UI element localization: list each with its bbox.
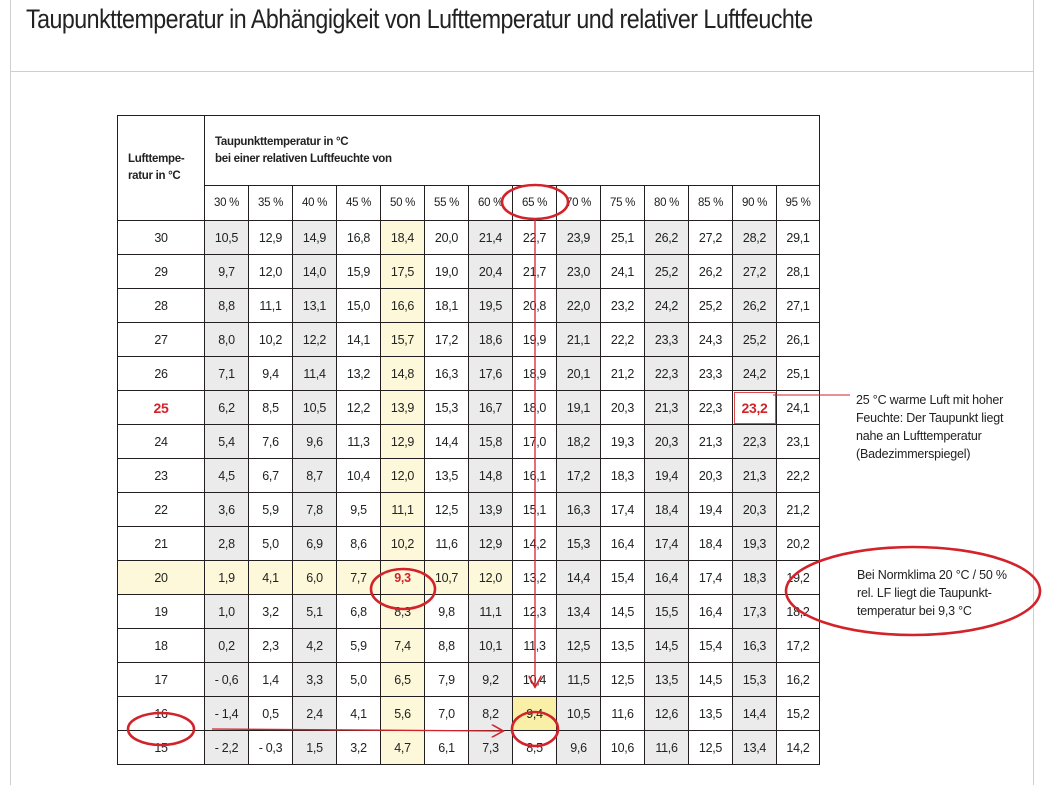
dewpoint-cell: 13,1	[293, 289, 337, 323]
dewpoint-cell: 21,3	[733, 459, 777, 493]
humidity-header-50: 50 %	[381, 186, 425, 221]
dewpoint-cell: 23,3	[689, 357, 733, 391]
dewpoint-cell: 26,2	[733, 289, 777, 323]
dewpoint-cell: 13,4	[557, 595, 601, 629]
dewpoint-cell: 5,9	[337, 629, 381, 663]
dewpoint-cell: 5,0	[337, 663, 381, 697]
dewpoint-cell: 20,8	[513, 289, 557, 323]
dewpoint-cell: 14,5	[689, 663, 733, 697]
dewpoint-cell: 19,4	[689, 493, 733, 527]
dewpoint-cell: 9,2	[469, 663, 513, 697]
note-bathroom-mirror: 25 °C warme Luft mit hoher Feuchte: Der Taupunkt liegt nahe an Lufttemperatur (Badezimmerspiegel)	[856, 393, 1004, 461]
dewpoint-cell: 8,0	[205, 323, 249, 357]
dewpoint-cell: 1,0	[205, 595, 249, 629]
dewpoint-cell: 17,6	[469, 357, 513, 391]
dewpoint-cell: 16,3	[425, 357, 469, 391]
dewpoint-cell: 5,9	[249, 493, 293, 527]
dewpoint-cell: 14,1	[337, 323, 381, 357]
dewpoint-cell: 2,3	[249, 629, 293, 663]
dewpoint-cell: 18,6	[469, 323, 513, 357]
dewpoint-cell: 11,3	[513, 629, 557, 663]
dewpoint-cell: 14,4	[425, 425, 469, 459]
dewpoint-cell: 7,1	[205, 357, 249, 391]
dewpoint-cell: 6,1	[425, 731, 469, 765]
dewpoint-cell: 13,5	[645, 663, 689, 697]
dewpoint-cell: 27,1	[777, 289, 820, 323]
dewpoint-cell: 22,2	[601, 323, 645, 357]
dewpoint-cell: 23,9	[557, 221, 601, 255]
dewpoint-cell: 27,2	[689, 221, 733, 255]
dewpoint-cell: 19,4	[645, 459, 689, 493]
dewpoint-cell: 0,5	[249, 697, 293, 731]
dewpoint-cell: 28,2	[733, 221, 777, 255]
dewpoint-cell: 15,2	[777, 697, 820, 731]
dewpoint-cell: 11,6	[425, 527, 469, 561]
dewpoint-cell: 16,2	[777, 663, 820, 697]
dewpoint-cell: 6,5	[381, 663, 425, 697]
dewpoint-cell: 6,0	[293, 561, 337, 595]
dewpoint-cell: - 1,4	[205, 697, 249, 731]
dewpoint-cell: 12,5	[689, 731, 733, 765]
dewpoint-cell: 23,1	[777, 425, 820, 459]
dewpoint-cell: 4,2	[293, 629, 337, 663]
dewpoint-cell: 18,4	[645, 493, 689, 527]
humidity-header-35: 35 %	[249, 186, 293, 221]
dewpoint-cell: 14,2	[513, 527, 557, 561]
dewpoint-cell: 20,3	[689, 459, 733, 493]
table-row	[118, 391, 820, 425]
dewpoint-cell: 20,3	[733, 493, 777, 527]
dewpoint-cell: 6,9	[293, 527, 337, 561]
temperature-cell: 16	[118, 697, 205, 731]
dewpoint-cell: 10,5	[557, 697, 601, 731]
dewpoint-cell: 17,2	[557, 459, 601, 493]
dewpoint-cell: 2,8	[205, 527, 249, 561]
dewpoint-cell: 13,9	[469, 493, 513, 527]
corner-label-text: Lufttempe- ratur in °C	[128, 153, 185, 182]
dewpoint-cell: 3,2	[249, 595, 293, 629]
dewpoint-cell: 21,2	[777, 493, 820, 527]
table-header	[205, 116, 820, 186]
dewpoint-cell: 19,1	[557, 391, 601, 425]
dewpoint-cell: 23,2	[733, 391, 777, 425]
dewpoint-cell: 5,6	[381, 697, 425, 731]
dewpoint-cell: 8,7	[293, 459, 337, 493]
table-row	[118, 425, 820, 459]
dewpoint-cell: 21,4	[469, 221, 513, 255]
dewpoint-cell: 22,3	[733, 425, 777, 459]
dewpoint-cell: 20,3	[645, 425, 689, 459]
dewpoint-cell: - 0,3	[249, 731, 293, 765]
dewpoint-cell: 10,5	[205, 221, 249, 255]
dewpoint-cell: 11,1	[469, 595, 513, 629]
table-row	[118, 561, 820, 595]
dewpoint-cell: 20,1	[557, 357, 601, 391]
dewpoint-cell: 26,2	[645, 221, 689, 255]
dewpoint-cell: 16,4	[689, 595, 733, 629]
humidity-header-40: 40 %	[293, 186, 337, 221]
dewpoint-cell: 3,6	[205, 493, 249, 527]
dewpoint-cell: 15,3	[557, 527, 601, 561]
temperature-cell: 29	[118, 255, 205, 289]
dewpoint-cell: 20,4	[469, 255, 513, 289]
dewpoint-cell: 16,8	[337, 221, 381, 255]
dewpoint-cell: 23,3	[645, 323, 689, 357]
dewpoint-cell: 25,1	[777, 357, 820, 391]
humidity-header-55: 55 %	[425, 186, 469, 221]
dewpoint-cell: 14,4	[733, 697, 777, 731]
dewpoint-cell: 20,2	[777, 527, 820, 561]
table-row	[118, 255, 820, 289]
dewpoint-cell: 4,1	[337, 697, 381, 731]
dewpoint-cell: 9,7	[205, 255, 249, 289]
dewpoint-cell: 28,1	[777, 255, 820, 289]
table-row	[118, 527, 820, 561]
temperature-cell: 24	[118, 425, 205, 459]
table-row	[118, 289, 820, 323]
dewpoint-cell: 18,2	[777, 595, 820, 629]
dewpoint-cell: 4,7	[381, 731, 425, 765]
dewpoint-cell: 7,7	[337, 561, 381, 595]
dewpoint-cell: 10,2	[381, 527, 425, 561]
dewpoint-cell: 12,0	[249, 255, 293, 289]
dewpoint-cell: 9,6	[557, 731, 601, 765]
dewpoint-cell: 14,2	[777, 731, 820, 765]
dewpoint-cell: 18,0	[513, 391, 557, 425]
dewpoint-cell: 13,2	[337, 357, 381, 391]
dewpoint-cell: 2,4	[293, 697, 337, 731]
dewpoint-cell: 25,2	[645, 255, 689, 289]
temperature-cell: 21	[118, 527, 205, 561]
dewpoint-cell: 5,1	[293, 595, 337, 629]
dewpoint-cell: 13,5	[689, 697, 733, 731]
dewpoint-cell: 16,4	[601, 527, 645, 561]
dewpoint-cell: 10,6	[601, 731, 645, 765]
dewpoint-cell: 15,4	[689, 629, 733, 663]
dewpoint-cell: 10,4	[513, 663, 557, 697]
temperature-cell: 26	[118, 357, 205, 391]
dewpoint-cell: 12,0	[381, 459, 425, 493]
humidity-header-65: 65 %	[513, 186, 557, 221]
dewpoint-cell: 22,3	[689, 391, 733, 425]
dewpoint-cell: 12,5	[557, 629, 601, 663]
temperature-cell: 15	[118, 731, 205, 765]
dewpoint-cell: 26,1	[777, 323, 820, 357]
dewpoint-cell: 9,4	[513, 697, 557, 731]
temperature-cell: 27	[118, 323, 205, 357]
dewpoint-cell: 14,5	[601, 595, 645, 629]
dewpoint-cell: 8,8	[425, 629, 469, 663]
dewpoint-cell: 17,0	[513, 425, 557, 459]
dewpoint-cell: 20,3	[601, 391, 645, 425]
dewpoint-cell: 17,2	[425, 323, 469, 357]
dewpoint-cell: 13,5	[601, 629, 645, 663]
humidity-header-45: 45 %	[337, 186, 381, 221]
dewpoint-cell: 11,3	[337, 425, 381, 459]
dewpoint-cell: 14,4	[557, 561, 601, 595]
corner-label	[118, 116, 205, 221]
dewpoint-cell: 25,2	[733, 323, 777, 357]
dewpoint-cell: 16,3	[557, 493, 601, 527]
dewpoint-cell: 12,9	[469, 527, 513, 561]
dewpoint-cell: 12,2	[293, 323, 337, 357]
dewpoint-cell: 11,1	[381, 493, 425, 527]
temperature-cell: 28	[118, 289, 205, 323]
dewpoint-cell: 26,2	[689, 255, 733, 289]
dewpoint-cell: 16,4	[645, 561, 689, 595]
table-row	[118, 731, 820, 765]
dewpoint-cell: 9,3	[381, 561, 425, 595]
dewpoint-cell: 9,5	[337, 493, 381, 527]
dewpoint-cell: 1,4	[249, 663, 293, 697]
dewpoint-cell: 24,1	[601, 255, 645, 289]
dewpoint-cell: 8,6	[337, 527, 381, 561]
dewpoint-cell: 11,5	[557, 663, 601, 697]
note-normal-climate: Bei Normklima 20 °C / 50 % rel. LF liegt die Taupunkt- temperatur bei 9,3 °C	[857, 568, 1007, 618]
header-line-1: Taupunkttemperatur in °C	[215, 135, 349, 148]
dewpoint-cell: 12,6	[645, 697, 689, 731]
dewpoint-cell: 17,5	[381, 255, 425, 289]
dewpoint-table	[117, 115, 820, 765]
dewpoint-cell: 11,6	[601, 697, 645, 731]
dewpoint-cell: 19,0	[425, 255, 469, 289]
table-row	[118, 459, 820, 493]
dewpoint-cell: 12,5	[601, 663, 645, 697]
dewpoint-cell: 20,0	[425, 221, 469, 255]
dewpoint-cell: 29,1	[777, 221, 820, 255]
dewpoint-cell: 25,1	[601, 221, 645, 255]
dewpoint-cell: 0,2	[205, 629, 249, 663]
humidity-header-80: 80 %	[645, 186, 689, 221]
dewpoint-cell: 8,5	[513, 731, 557, 765]
dewpoint-cell: 21,7	[513, 255, 557, 289]
dewpoint-cell: 9,4	[249, 357, 293, 391]
temperature-cell: 30	[118, 221, 205, 255]
table-row	[118, 323, 820, 357]
dewpoint-cell: 19,9	[513, 323, 557, 357]
dewpoint-cell: 14,5	[645, 629, 689, 663]
table-row	[118, 663, 820, 697]
dewpoint-cell: 12,3	[513, 595, 557, 629]
dewpoint-cell: 16,7	[469, 391, 513, 425]
dewpoint-cell: 21,1	[557, 323, 601, 357]
temperature-cell: 20	[118, 561, 205, 595]
dewpoint-cell: 8,2	[469, 697, 513, 731]
dewpoint-cell: 13,9	[381, 391, 425, 425]
dewpoint-cell: 22,2	[777, 459, 820, 493]
dewpoint-cell: 10,5	[293, 391, 337, 425]
humidity-header-30: 30 %	[205, 186, 249, 221]
dewpoint-cell: 12,9	[249, 221, 293, 255]
dewpoint-cell: 12,9	[381, 425, 425, 459]
table-row	[118, 221, 820, 255]
dewpoint-cell: 27,2	[733, 255, 777, 289]
dewpoint-cell: 11,1	[249, 289, 293, 323]
dewpoint-cell: 7,3	[469, 731, 513, 765]
dewpoint-cell: 15,3	[425, 391, 469, 425]
dewpoint-cell: 15,9	[337, 255, 381, 289]
dewpoint-cell: 17,3	[733, 595, 777, 629]
table-row	[118, 595, 820, 629]
dewpoint-cell: 14,8	[381, 357, 425, 391]
dewpoint-cell: 4,5	[205, 459, 249, 493]
dewpoint-cell: 21,3	[689, 425, 733, 459]
dewpoint-cell: 15,0	[337, 289, 381, 323]
dewpoint-cell: 24,3	[689, 323, 733, 357]
dewpoint-cell: 4,1	[249, 561, 293, 595]
temperature-cell: 18	[118, 629, 205, 663]
dewpoint-cell: 6,2	[205, 391, 249, 425]
dewpoint-cell: 14,9	[293, 221, 337, 255]
dewpoint-cell: 7,6	[249, 425, 293, 459]
dewpoint-cell: 19,2	[777, 561, 820, 595]
dewpoint-cell: 12,5	[425, 493, 469, 527]
page-title: Taupunkttemperatur in Abhängigkeit von Lufttemperatur und relativer Luftfeuchte	[26, 4, 813, 34]
dewpoint-cell: 15,1	[513, 493, 557, 527]
dewpoint-cell: - 2,2	[205, 731, 249, 765]
dewpoint-cell: 17,4	[645, 527, 689, 561]
dewpoint-cell: 7,0	[425, 697, 469, 731]
table-row	[118, 629, 820, 663]
humidity-header-70: 70 %	[557, 186, 601, 221]
dewpoint-cell: 23,2	[601, 289, 645, 323]
dewpoint-cell: 16,6	[381, 289, 425, 323]
table-row	[118, 697, 820, 731]
dewpoint-cell: 11,4	[293, 357, 337, 391]
temperature-cell: 23	[118, 459, 205, 493]
dewpoint-cell: 19,5	[469, 289, 513, 323]
humidity-header-95: 95 %	[777, 186, 820, 221]
humidity-header-90: 90 %	[733, 186, 777, 221]
dewpoint-cell: 24,1	[777, 391, 820, 425]
dewpoint-cell: 23,0	[557, 255, 601, 289]
dewpoint-cell: 8,3	[381, 595, 425, 629]
dewpoint-cell: 5,0	[249, 527, 293, 561]
dewpoint-cell: 12,2	[337, 391, 381, 425]
dewpoint-cell: 10,2	[249, 323, 293, 357]
dewpoint-cell: 15,5	[645, 595, 689, 629]
dewpoint-cell: 17,4	[689, 561, 733, 595]
dewpoint-cell: 17,2	[777, 629, 820, 663]
dewpoint-cell: 22,7	[513, 221, 557, 255]
dewpoint-cell: 19,3	[733, 527, 777, 561]
title-divider	[10, 71, 1034, 72]
dewpoint-cell: 3,2	[337, 731, 381, 765]
dewpoint-cell: 7,8	[293, 493, 337, 527]
dewpoint-cell: 17,4	[601, 493, 645, 527]
dewpoint-cell: 18,1	[425, 289, 469, 323]
dewpoint-cell: 1,9	[205, 561, 249, 595]
dewpoint-cell: 1,5	[293, 731, 337, 765]
dewpoint-cell: 16,1	[513, 459, 557, 493]
dewpoint-cell: 21,2	[601, 357, 645, 391]
dewpoint-cell: 5,4	[205, 425, 249, 459]
temperature-cell: 19	[118, 595, 205, 629]
dewpoint-cell: 8,5	[249, 391, 293, 425]
dewpoint-cell: 18,4	[381, 221, 425, 255]
dewpoint-cell: 15,8	[469, 425, 513, 459]
dewpoint-cell: 6,8	[337, 595, 381, 629]
dewpoint-cell: 15,7	[381, 323, 425, 357]
dewpoint-cell: 18,9	[513, 357, 557, 391]
dewpoint-cell: 22,0	[557, 289, 601, 323]
dewpoint-cell: 14,0	[293, 255, 337, 289]
dewpoint-cell: 18,3	[733, 561, 777, 595]
dewpoint-cell: 24,2	[733, 357, 777, 391]
dewpoint-cell: 8,8	[205, 289, 249, 323]
dewpoint-cell: 14,8	[469, 459, 513, 493]
dewpoint-cell: 13,5	[425, 459, 469, 493]
dewpoint-cell: 12,0	[469, 561, 513, 595]
dewpoint-cell: 19,3	[601, 425, 645, 459]
dewpoint-cell: 10,1	[469, 629, 513, 663]
temperature-cell: 25	[118, 391, 205, 425]
dewpoint-cell: 15,3	[733, 663, 777, 697]
dewpoint-cell: 10,4	[337, 459, 381, 493]
dewpoint-cell: 13,4	[733, 731, 777, 765]
dewpoint-cell: 16,3	[733, 629, 777, 663]
dewpoint-cell: 18,2	[557, 425, 601, 459]
dewpoint-cell: 21,3	[645, 391, 689, 425]
humidity-header-75: 75 %	[601, 186, 645, 221]
dewpoint-cell: 24,2	[645, 289, 689, 323]
dewpoint-cell: 7,9	[425, 663, 469, 697]
dewpoint-cell: 3,3	[293, 663, 337, 697]
dewpoint-cell: - 0,6	[205, 663, 249, 697]
dewpoint-cell: 11,6	[645, 731, 689, 765]
dewpoint-cell: 6,7	[249, 459, 293, 493]
header-line-2: bei einer relativen Luftfeuchte von	[215, 152, 392, 165]
temperature-cell: 22	[118, 493, 205, 527]
humidity-header-60: 60 %	[469, 186, 513, 221]
dewpoint-cell: 10,7	[425, 561, 469, 595]
dewpoint-cell: 9,8	[425, 595, 469, 629]
dewpoint-cell: 18,4	[689, 527, 733, 561]
table-row	[118, 357, 820, 391]
dewpoint-cell: 22,3	[645, 357, 689, 391]
dewpoint-cell: 9,6	[293, 425, 337, 459]
dewpoint-cell: 15,4	[601, 561, 645, 595]
humidity-header-85: 85 %	[689, 186, 733, 221]
table-row	[118, 493, 820, 527]
dewpoint-cell: 7,4	[381, 629, 425, 663]
dewpoint-cell: 13,2	[513, 561, 557, 595]
dewpoint-cell: 25,2	[689, 289, 733, 323]
temperature-cell: 17	[118, 663, 205, 697]
dewpoint-cell: 18,3	[601, 459, 645, 493]
